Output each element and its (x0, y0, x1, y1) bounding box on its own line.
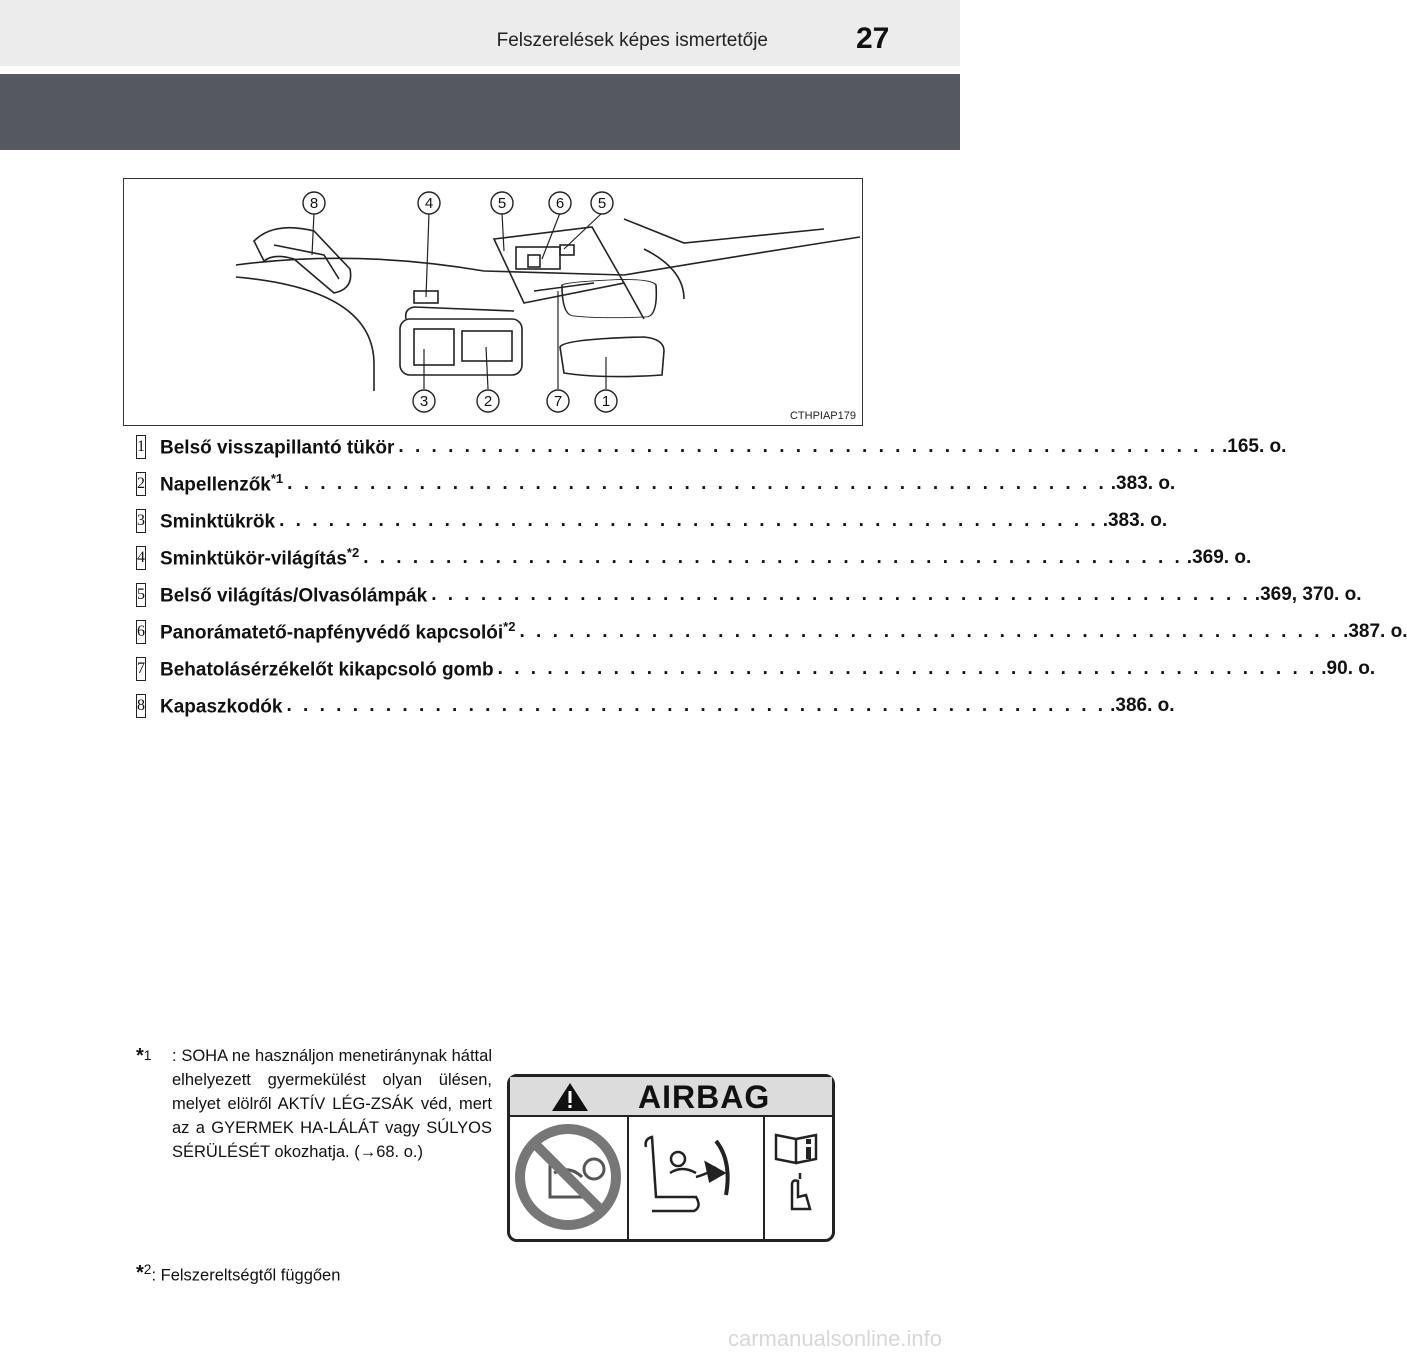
dot-leader: . . . . . . . . . . . . . . . . . . . . . . . . . . . . . . . . . . . . . . . . . . . . . . . . . . (431, 583, 1251, 605)
item-list (134, 428, 1407, 724)
airbag-title: AIRBAG (638, 1079, 771, 1115)
item-number: 5 (136, 583, 146, 607)
item-number: 7 (136, 657, 146, 681)
item-number: 3 (136, 509, 146, 533)
dot-leader: . . . . . . . . . . . . . . . . . . . . . . . . . . . . . . . . . . . . . . . . . . . . . . . . . . (519, 620, 1340, 642)
page-reference[interactable]: .165. o. (1222, 435, 1287, 457)
callout-5a: 5 (497, 195, 507, 212)
item-number: 8 (136, 694, 146, 718)
airbag-deployment-icon (646, 1137, 728, 1211)
header-bar (0, 0, 960, 66)
dot-leader: . . . . . . . . . . . . . . . . . . . . . . . . . . . . . . . . . . . . . . . . . . . . . . . . . . (287, 472, 1107, 494)
dot-leader: . . . . . . . . . . . . . . . . . . . . . . . . . . . . . . . . . . . . . . . . . . . . . . . . . . (398, 435, 1219, 457)
page-reference[interactable]: .90. o. (1321, 657, 1376, 679)
airbag-warning-label (507, 1074, 835, 1242)
list-item (134, 428, 1287, 465)
page-reference[interactable]: .369. o. (1186, 546, 1252, 568)
callout-5b: 5 (597, 195, 607, 212)
page-reference[interactable]: .386. o. (1110, 694, 1175, 716)
read-manual-icon (776, 1135, 816, 1209)
dot-leader: . . . . . . . . . . . . . . . . . . . . . . . . . . . . . . . . . . . . . . . . . . . . . . . . . . (279, 509, 1099, 531)
item-number: 1 (136, 435, 146, 459)
footnote-2-text: : Felszereltségtől függően (151, 1266, 341, 1285)
figure-code: CTHPIAP179 (789, 410, 856, 422)
callouts-bottom (413, 390, 617, 412)
item-label: Belső világítás/Olvasólámpák (160, 585, 428, 607)
list-item (134, 576, 1362, 613)
callout-8: 8 (309, 195, 319, 212)
item-number: 2 (136, 472, 146, 496)
warning-triangle-icon (552, 1083, 588, 1111)
item-label: Napellenzők$^{*1}$ (160, 470, 284, 496)
item-label: Belső visszapillantó tükör (160, 437, 395, 459)
airbag-pictograms (510, 1077, 832, 1239)
callout-4: 4 (424, 195, 434, 212)
footnote-1 (136, 1044, 492, 1164)
list-item (134, 650, 1376, 687)
item-label: Sminktükrök (160, 511, 276, 533)
list-item (134, 539, 1252, 576)
item-label: Sminktükör-világítás$^{*2}$ (160, 544, 360, 570)
dot-leader: . . . . . . . . . . . . . . . . . . . . . . . . . . . . . . . . . . . . . . . . . . . . . . . . . . (363, 546, 1183, 568)
callout-7: 7 (553, 393, 563, 410)
page-reference[interactable]: .387. o. (1343, 620, 1407, 642)
page-reference[interactable]: .369, 370. o. (1254, 583, 1362, 605)
watermark: carmanualsonline.info (727, 1326, 942, 1351)
page-reference[interactable]: .383. o. (1110, 472, 1176, 494)
item-label: Kapaszkodók (160, 696, 283, 718)
list-item (134, 687, 1175, 724)
page-number: 27 (856, 22, 890, 55)
callout-3: 3 (419, 393, 429, 410)
item-number: 6 (136, 620, 146, 644)
list-item (134, 465, 1176, 502)
section-title: Felszerelések képes ismertetője (496, 30, 768, 51)
item-label: Behatolásérzékelőt kikapcsoló gomb (160, 659, 494, 681)
overhead-console-illustration (124, 179, 862, 425)
dot-leader: . . . . . . . . . . . . . . . . . . . . . . . . . . . . . . . . . . . . . . . . . . . . . . . . . . (286, 694, 1107, 716)
footnote-2: *$^2$: Felszereltségtől függően (136, 1262, 341, 1285)
callouts-top (303, 192, 613, 214)
overhead-console-figure (123, 178, 863, 426)
footnote-1-marker: *$^1$ (136, 1045, 152, 1067)
chapter-band (0, 74, 960, 150)
callout-1: 1 (601, 393, 611, 410)
item-number: 4 (136, 546, 146, 570)
list-item (134, 613, 1407, 650)
footnote-1-text: : SOHA ne használjon menetiránynak háttal elhelyezett gyermekülést olyan ülésen, melyet elölről AKTÍV LÉG-ZSÁK véd, mert az a GYERMEK HA-LÁLÁT vagy SÚLYOS SÉRÜLÉSÉT okozhatja. (→68. o.) (172, 1047, 492, 1161)
footnote-2-marker: 2 (143, 1262, 152, 1277)
callout-6: 6 (555, 195, 565, 212)
page-reference[interactable]: .383. o. (1102, 509, 1168, 531)
item-label: Panorámatető-napfényvédő kapcsolói$^{*2}$ (160, 618, 516, 644)
no-rear-facing-child-seat-icon (520, 1129, 616, 1225)
list-item (134, 502, 1168, 539)
callout-2: 2 (483, 393, 493, 410)
dot-leader: . . . . . . . . . . . . . . . . . . . . . . . . . . . . . . . . . . . . . . . . . . . . . . . . . . (497, 657, 1318, 679)
